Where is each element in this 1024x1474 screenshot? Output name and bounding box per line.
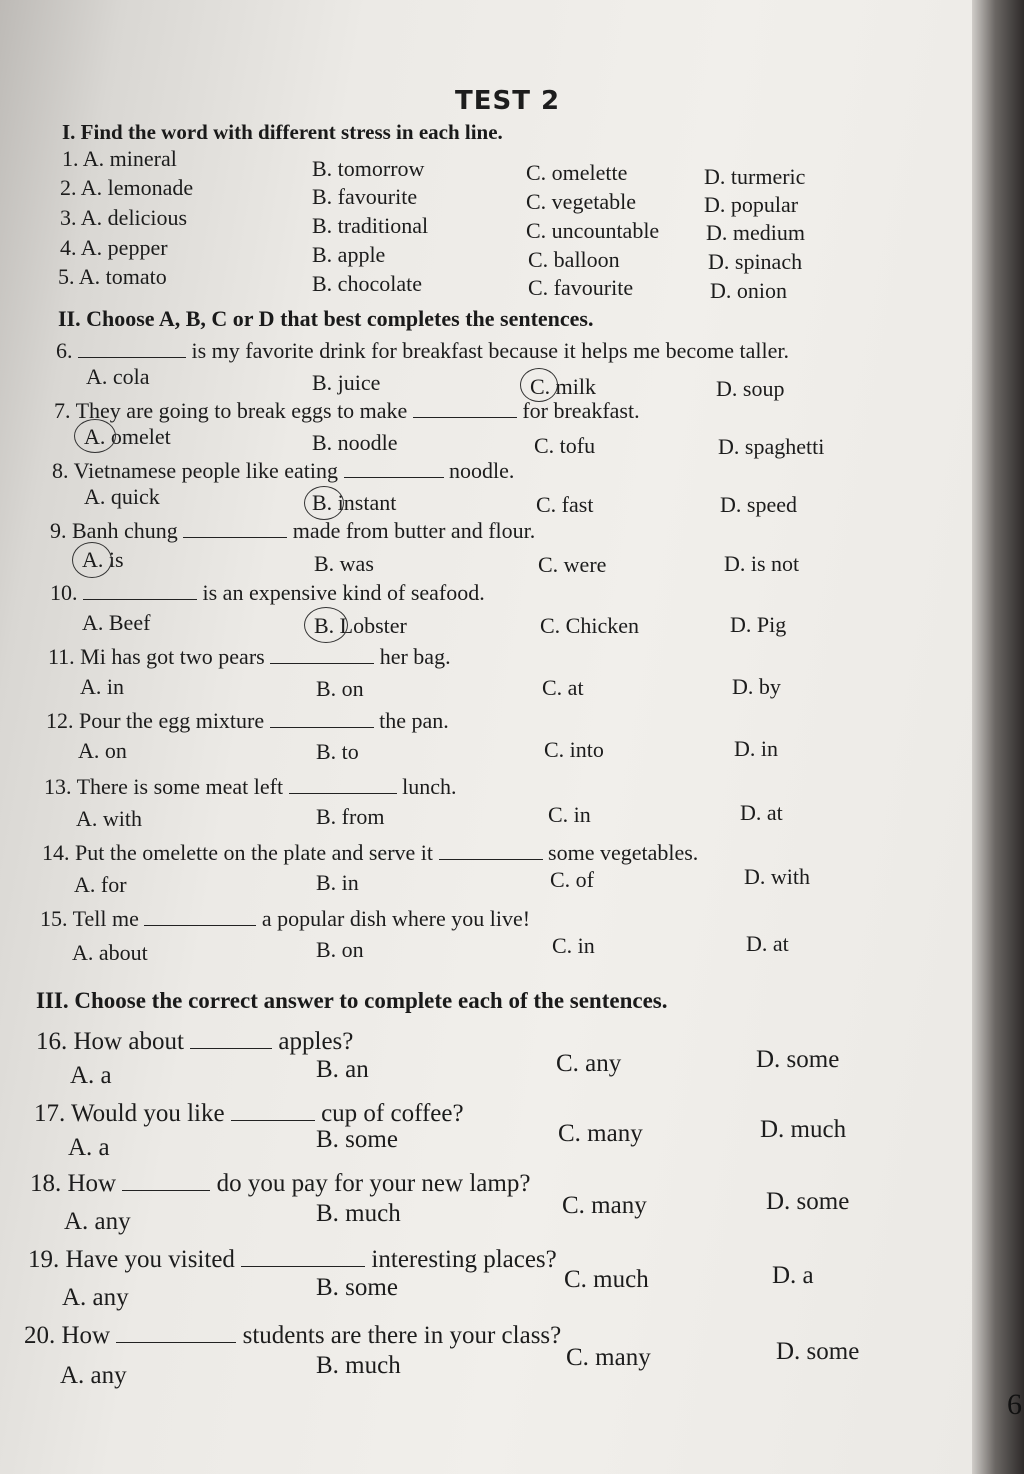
q12-option-c: C. into bbox=[544, 737, 604, 762]
q16-option-a: A. a bbox=[70, 1062, 112, 1089]
answer-blank bbox=[270, 642, 374, 664]
q7-option-a: A. omelet bbox=[84, 424, 171, 449]
question-11-stem: 11. Mi has got two pears bbox=[48, 643, 265, 669]
question-8-tail: noodle. bbox=[449, 457, 515, 483]
q7-option-d: D. spaghetti bbox=[718, 434, 825, 459]
q20-option-a: A. any bbox=[60, 1362, 127, 1389]
q16-option-b: B. an bbox=[316, 1056, 369, 1083]
q19-option-b: B. some bbox=[316, 1274, 398, 1301]
q13-option-a: A. with bbox=[76, 806, 142, 831]
q4-option-c: C. balloon bbox=[528, 247, 620, 272]
question-11 bbox=[48, 642, 451, 670]
question-18 bbox=[30, 1166, 530, 1198]
answer-blank bbox=[241, 1242, 365, 1267]
q1-option-a: 1. A. mineral bbox=[62, 146, 177, 171]
question-6-stem: 6. bbox=[56, 337, 73, 363]
question-16-stem: 16. How about bbox=[36, 1027, 184, 1055]
q5-option-d: D. onion bbox=[710, 278, 787, 303]
question-15-tail: a popular dish where you live! bbox=[261, 905, 531, 931]
section-1-heading: I. Find the word with different stress in each line. bbox=[62, 120, 503, 144]
q8-option-a: A. quick bbox=[84, 484, 160, 509]
q17-option-c: C. many bbox=[558, 1120, 643, 1147]
question-9 bbox=[50, 516, 535, 544]
q11-option-a: A. in bbox=[80, 674, 124, 699]
question-10-tail: is an expensive kind of seafood. bbox=[202, 579, 485, 605]
q20-option-b: B. much bbox=[316, 1352, 401, 1379]
question-13 bbox=[44, 772, 456, 800]
q9-option-c: C. were bbox=[538, 552, 607, 577]
question-20-tail: students are there in your class? bbox=[242, 1321, 562, 1349]
answer-circle-mark bbox=[304, 486, 344, 520]
q16-option-d: D. some bbox=[756, 1046, 840, 1073]
q10-option-c: C. Chicken bbox=[540, 613, 639, 638]
q9-option-b: B. was bbox=[314, 551, 374, 576]
question-12 bbox=[46, 706, 449, 734]
q5-option-c: C. favourite bbox=[528, 275, 634, 300]
q14-option-b: B. in bbox=[316, 870, 359, 895]
answer-circle-mark bbox=[72, 542, 112, 578]
question-9-stem: 9. Banh chung bbox=[50, 517, 178, 543]
answer-circle-mark bbox=[304, 607, 348, 643]
q14-option-a: A. for bbox=[74, 872, 127, 897]
question-8-stem: 8. Vietnamese people like eating bbox=[52, 457, 339, 483]
q10-option-d: D. Pig bbox=[730, 612, 787, 637]
question-10-stem: 10. bbox=[50, 579, 78, 605]
q11-option-c: C. at bbox=[542, 675, 584, 700]
question-11-tail: her bag. bbox=[379, 643, 451, 669]
q19-option-a: A. any bbox=[62, 1284, 129, 1311]
question-14 bbox=[42, 838, 698, 866]
q19-option-d: D. a bbox=[772, 1262, 814, 1289]
q11-option-b: B. on bbox=[316, 676, 364, 701]
q3-option-b: B. traditional bbox=[312, 213, 429, 238]
q15-option-c: C. in bbox=[552, 933, 595, 958]
q6-option-a: A. cola bbox=[86, 364, 150, 389]
answer-blank bbox=[122, 1166, 210, 1191]
question-12-stem: 12. Pour the egg mixture bbox=[46, 707, 265, 733]
q9-option-d: D. is not bbox=[724, 551, 800, 576]
question-9-tail: made from butter and flour. bbox=[292, 517, 536, 543]
q18-option-b: B. much bbox=[316, 1200, 401, 1227]
answer-blank bbox=[83, 578, 197, 600]
question-19-tail: interesting places? bbox=[371, 1245, 557, 1273]
q1-option-c: C. omelette bbox=[526, 160, 628, 185]
question-8 bbox=[52, 456, 514, 484]
q8-option-c: C. fast bbox=[536, 492, 594, 517]
answer-blank bbox=[190, 1024, 272, 1049]
q7-option-c: C. tofu bbox=[534, 433, 596, 458]
question-20-stem: 20. How bbox=[24, 1321, 111, 1349]
page-edge-shadow bbox=[972, 0, 1024, 1474]
q3-option-c: C. uncountable bbox=[526, 218, 660, 243]
answer-blank bbox=[289, 772, 397, 794]
corner-page-digit: 6 bbox=[1007, 1388, 1022, 1421]
question-6-tail: is my favorite drink for breakfast because it helps me become taller. bbox=[191, 337, 789, 363]
q2-option-b: B. favourite bbox=[312, 184, 418, 209]
section-2-heading: II. Choose A, B, C or D that best completes the sentences. bbox=[58, 306, 594, 331]
q16-option-c: C. any bbox=[556, 1050, 622, 1077]
question-15-stem: 15. Tell me bbox=[40, 905, 139, 931]
q10-option-b: B. Lobster bbox=[314, 613, 407, 638]
q1-option-d: D. turmeric bbox=[704, 164, 806, 189]
question-15 bbox=[40, 904, 530, 932]
question-19 bbox=[28, 1242, 557, 1274]
q7-option-b: B. noodle bbox=[312, 430, 398, 455]
page-title: TEST 2 bbox=[455, 86, 561, 116]
q12-option-a: A. on bbox=[78, 738, 127, 763]
q2-option-c: C. vegetable bbox=[526, 189, 636, 214]
question-20 bbox=[24, 1318, 561, 1350]
question-16-tail: apples? bbox=[278, 1027, 354, 1055]
q18-option-a: A. any bbox=[64, 1208, 131, 1235]
q4-option-b: B. apple bbox=[312, 242, 386, 267]
q18-option-d: D. some bbox=[766, 1188, 850, 1215]
question-13-stem: 13. There is some meat left bbox=[44, 773, 284, 799]
q14-option-d: D. with bbox=[744, 864, 810, 889]
question-12-tail: the pan. bbox=[379, 707, 449, 733]
answer-blank bbox=[413, 396, 517, 418]
answer-blank bbox=[344, 456, 444, 478]
q4-option-d: D. spinach bbox=[708, 249, 803, 274]
answer-blank bbox=[231, 1096, 315, 1121]
q3-option-d: D. medium bbox=[706, 220, 805, 245]
question-18-stem: 18. How bbox=[30, 1169, 117, 1197]
question-7-tail: for breakfast. bbox=[522, 397, 640, 423]
q4-option-a: 4. A. pepper bbox=[60, 235, 168, 260]
answer-blank bbox=[144, 904, 256, 926]
question-7-stem: 7. They are going to break eggs to make bbox=[54, 397, 408, 423]
q9-option-a: A. is bbox=[82, 547, 124, 572]
q15-option-d: D. at bbox=[746, 931, 789, 956]
q15-option-a: A. about bbox=[72, 940, 148, 965]
q2-option-a: 2. A. lemonade bbox=[60, 175, 194, 200]
question-14-stem: 14. Put the omelette on the plate and serve it bbox=[42, 839, 434, 865]
question-16 bbox=[36, 1024, 353, 1056]
q13-option-d: D. at bbox=[740, 800, 783, 825]
question-17 bbox=[34, 1096, 464, 1128]
q5-option-b: B. chocolate bbox=[312, 271, 422, 296]
q17-option-a: A. a bbox=[68, 1134, 110, 1161]
question-18-tail: do you pay for your new lamp? bbox=[216, 1169, 531, 1197]
q10-option-a: A. Beef bbox=[82, 610, 151, 635]
q12-option-b: B. to bbox=[316, 739, 359, 764]
q19-option-c: C. much bbox=[564, 1266, 649, 1293]
q20-option-d: D. some bbox=[776, 1338, 860, 1365]
answer-blank bbox=[78, 336, 186, 358]
q15-option-b: B. on bbox=[316, 937, 364, 962]
section-3-heading: III. Choose the correct answer to complete each of the sentences. bbox=[36, 988, 668, 1013]
q13-option-b: B. from bbox=[316, 804, 385, 829]
question-19-stem: 19. Have you visited bbox=[28, 1245, 235, 1273]
q3-option-a: 3. A. delicious bbox=[60, 205, 188, 230]
q14-option-c: C. of bbox=[550, 867, 594, 892]
question-7 bbox=[54, 396, 640, 424]
question-17-stem: 17. Would you like bbox=[34, 1099, 225, 1127]
q12-option-d: D. in bbox=[734, 736, 778, 761]
q18-option-c: C. many bbox=[562, 1192, 647, 1219]
question-17-tail: cup of coffee? bbox=[321, 1099, 464, 1127]
answer-blank bbox=[439, 838, 543, 860]
q11-option-d: D. by bbox=[732, 674, 781, 699]
question-6 bbox=[56, 336, 789, 364]
q2-option-d: D. popular bbox=[704, 192, 799, 217]
answer-circle-mark bbox=[74, 419, 116, 453]
q5-option-a: 5. A. tomato bbox=[58, 264, 167, 289]
q17-option-b: B. some bbox=[316, 1126, 398, 1153]
q13-option-c: C. in bbox=[548, 802, 591, 827]
answer-blank bbox=[183, 516, 287, 538]
answer-blank bbox=[270, 706, 374, 728]
q8-option-d: D. speed bbox=[720, 492, 797, 517]
q6-option-c: C. milk bbox=[530, 374, 597, 399]
question-13-tail: lunch. bbox=[402, 773, 457, 799]
question-14-tail: some vegetables. bbox=[548, 839, 699, 865]
q20-option-c: C. many bbox=[566, 1344, 651, 1371]
q6-option-d: D. soup bbox=[716, 376, 785, 401]
q8-option-b: B. instant bbox=[312, 490, 397, 515]
q1-option-b: B. tomorrow bbox=[312, 156, 425, 181]
q17-option-d: D. much bbox=[760, 1116, 847, 1143]
q6-option-b: B. juice bbox=[312, 370, 381, 395]
answer-blank bbox=[116, 1318, 236, 1343]
question-10 bbox=[50, 578, 485, 606]
